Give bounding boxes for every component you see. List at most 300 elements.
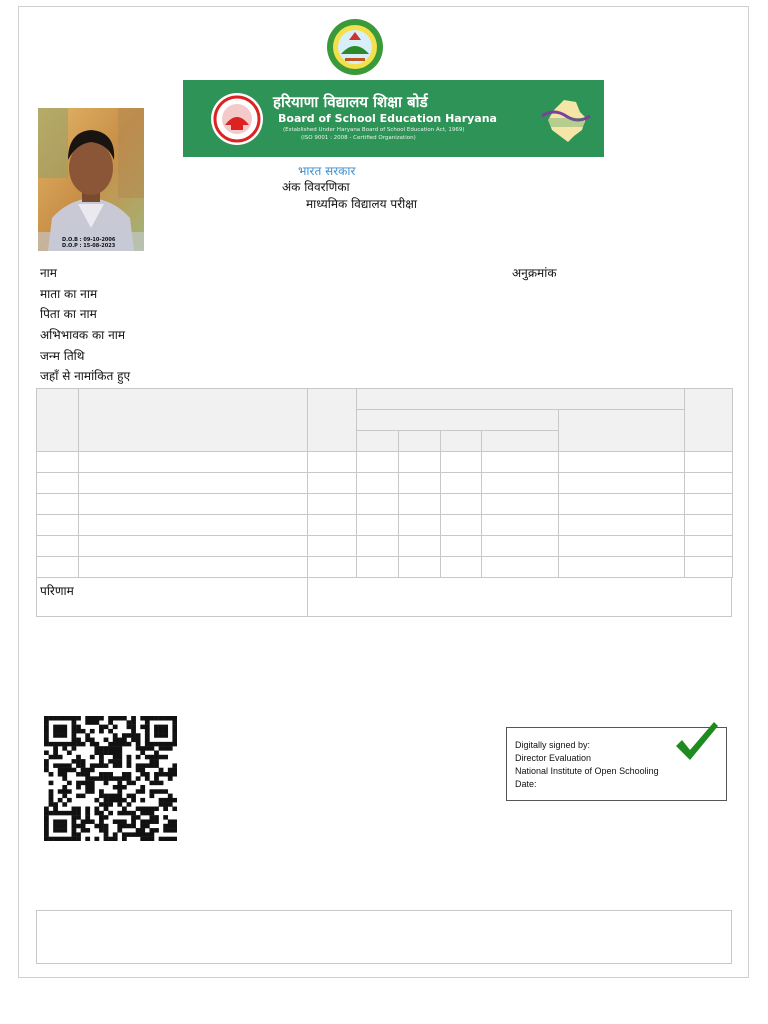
qr-module xyxy=(72,824,77,829)
qr-module xyxy=(117,738,122,743)
qr-module xyxy=(122,832,127,837)
qr-module xyxy=(85,837,90,841)
qr-module xyxy=(131,815,136,820)
qr-module xyxy=(94,750,99,755)
qr-module xyxy=(67,781,72,786)
qr-module xyxy=(172,828,177,833)
qr-module xyxy=(122,742,127,747)
qr-module xyxy=(140,750,145,755)
qr-module xyxy=(76,794,81,799)
qr-module xyxy=(117,781,122,786)
qr-module xyxy=(76,729,81,734)
qr-module xyxy=(131,794,136,799)
mother-name-label: माता का नाम xyxy=(40,287,98,301)
qr-module xyxy=(154,828,159,833)
qr-module xyxy=(76,811,81,816)
qr-module xyxy=(104,832,109,837)
board-iso-text: (ISO 9001 : 2008 - Certified Organization) xyxy=(301,135,416,141)
qr-module xyxy=(104,815,109,820)
qr-module xyxy=(168,802,173,807)
qr-module xyxy=(72,819,77,824)
qr-module xyxy=(76,815,81,820)
qr-module xyxy=(149,794,154,799)
qr-module xyxy=(122,811,127,816)
qr-module xyxy=(85,716,90,721)
qr-module xyxy=(90,729,95,734)
qr-module xyxy=(159,768,164,773)
qr-module xyxy=(62,802,67,807)
qr-module xyxy=(159,716,164,721)
qr-module xyxy=(81,794,86,799)
qr-module xyxy=(127,725,132,730)
exam-name: माध्यमिक विद्यालय परीक्षा xyxy=(306,197,417,211)
qr-module xyxy=(127,742,132,747)
qr-module xyxy=(67,798,72,803)
qr-module xyxy=(149,781,154,786)
table-header-cell xyxy=(357,389,685,410)
qr-module xyxy=(99,776,104,781)
qr-module xyxy=(44,824,49,829)
qr-module xyxy=(72,815,77,820)
signature-organization: National Institute of Open Schooling xyxy=(515,766,659,776)
table-row xyxy=(37,536,733,557)
result-divider xyxy=(307,578,308,616)
qr-module xyxy=(108,802,113,807)
qr-module xyxy=(62,819,67,824)
qr-module xyxy=(113,716,118,721)
qr-module xyxy=(58,763,63,768)
qr-module xyxy=(145,725,150,730)
signature-designation: Director Evaluation xyxy=(515,753,592,763)
qr-module xyxy=(122,798,127,803)
qr-module xyxy=(159,802,164,807)
qr-module xyxy=(104,772,109,777)
qr-module xyxy=(136,746,141,751)
qr-module xyxy=(108,746,113,751)
qr-module xyxy=(108,720,113,725)
qr-module xyxy=(53,819,58,824)
qr-module xyxy=(108,798,113,803)
qr-module xyxy=(76,716,81,721)
qr-module xyxy=(94,763,99,768)
qr-module xyxy=(85,768,90,773)
qr-module xyxy=(62,729,67,734)
marks-table xyxy=(36,388,733,578)
qr-module xyxy=(168,837,173,841)
qr-module xyxy=(72,768,77,773)
qr-module xyxy=(53,811,58,816)
qr-module xyxy=(159,789,164,794)
qr-module xyxy=(149,828,154,833)
qr-module xyxy=(117,759,122,764)
qr-module xyxy=(72,738,77,743)
qr-module xyxy=(113,742,118,747)
qr-module xyxy=(172,738,177,743)
qr-module xyxy=(76,755,81,760)
signature-signed-by: Digitally signed by: xyxy=(515,740,591,750)
qr-module xyxy=(145,811,150,816)
table-header-cell xyxy=(559,410,685,452)
qr-module xyxy=(117,763,122,768)
qr-module xyxy=(44,768,49,773)
qr-module xyxy=(108,729,113,734)
qr-module xyxy=(72,811,77,816)
qr-module xyxy=(76,763,81,768)
table-header-cell xyxy=(37,389,79,452)
qr-module xyxy=(81,828,86,833)
table-row xyxy=(37,473,733,494)
qr-module xyxy=(140,832,145,837)
qr-module xyxy=(172,768,177,773)
qr-module xyxy=(163,824,168,829)
qr-module xyxy=(131,733,136,738)
qr-module xyxy=(90,763,95,768)
qr-module xyxy=(140,716,145,721)
qr-module xyxy=(154,733,159,738)
qr-module xyxy=(117,819,122,824)
table-header-cell xyxy=(357,410,559,431)
table-header-cell xyxy=(79,389,308,452)
qr-module xyxy=(104,794,109,799)
qr-module xyxy=(172,798,177,803)
qr-module xyxy=(136,755,141,760)
qr-module xyxy=(154,716,159,721)
qr-module xyxy=(67,837,72,841)
qr-module xyxy=(53,763,58,768)
checkmark-icon xyxy=(674,720,720,764)
qr-module xyxy=(140,789,145,794)
qr-module xyxy=(140,819,145,824)
qr-module xyxy=(72,828,77,833)
qr-module xyxy=(90,755,95,760)
result-row xyxy=(36,577,732,617)
qr-module xyxy=(62,828,67,833)
qr-module xyxy=(72,725,77,730)
qr-module xyxy=(76,781,81,786)
qr-module xyxy=(58,798,63,803)
qr-module xyxy=(136,776,141,781)
qr-module xyxy=(145,729,150,734)
qr-module xyxy=(127,776,132,781)
qr-module xyxy=(53,824,58,829)
qr-module xyxy=(154,742,159,747)
qr-module xyxy=(127,802,132,807)
board-banner xyxy=(183,80,604,157)
guardian-name-label: अभिभावक का नाम xyxy=(40,328,126,342)
document-title: अंक विवरणिका xyxy=(282,180,350,194)
qr-module xyxy=(145,738,150,743)
qr-module xyxy=(108,750,113,755)
qr-module xyxy=(131,738,136,743)
qr-module xyxy=(127,811,132,816)
qr-module xyxy=(159,733,164,738)
qr-module xyxy=(168,772,173,777)
qr-module xyxy=(44,725,49,730)
qr-module xyxy=(67,768,72,773)
qr-module xyxy=(131,811,136,816)
qr-module xyxy=(58,828,63,833)
qr-module xyxy=(81,763,86,768)
qr-module xyxy=(104,828,109,833)
qr-module xyxy=(154,781,159,786)
qr-module xyxy=(104,802,109,807)
table-header-cell xyxy=(357,431,399,452)
table-row xyxy=(37,494,733,515)
qr-module xyxy=(136,807,141,812)
qr-module xyxy=(117,785,122,790)
digital-signature-box xyxy=(506,727,727,801)
qr-module xyxy=(131,716,136,721)
qr-module xyxy=(168,768,173,773)
qr-module xyxy=(154,750,159,755)
qr-module xyxy=(154,772,159,777)
qr-module xyxy=(62,725,67,730)
qr-module xyxy=(113,755,118,760)
qr-module xyxy=(99,789,104,794)
qr-module xyxy=(67,742,72,747)
qr-module xyxy=(172,720,177,725)
qr-module xyxy=(99,725,104,730)
table-row xyxy=(37,452,733,473)
qr-module xyxy=(140,798,145,803)
qr-module xyxy=(145,733,150,738)
qr-module xyxy=(44,807,49,812)
qr-module xyxy=(44,729,49,734)
qr-module xyxy=(58,768,63,773)
qr-module xyxy=(72,759,77,764)
qr-module xyxy=(44,759,49,764)
qr-module xyxy=(90,738,95,743)
qr-module xyxy=(149,759,154,764)
qr-module xyxy=(127,733,132,738)
qr-module xyxy=(154,807,159,812)
qr-module xyxy=(85,738,90,743)
qr-module xyxy=(90,785,95,790)
qr-module xyxy=(53,802,58,807)
table-header-cell xyxy=(308,389,357,452)
qr-module xyxy=(149,746,154,751)
qr-module xyxy=(58,811,63,816)
qr-module xyxy=(113,750,118,755)
board-name-hindi: हरियाणा विद्यालय शिक्षा बोर्ड xyxy=(273,93,428,111)
student-photo xyxy=(38,108,144,251)
qr-module xyxy=(99,772,104,777)
qr-module xyxy=(113,819,118,824)
qr-module xyxy=(127,759,132,764)
qr-module xyxy=(49,755,54,760)
qr-module xyxy=(117,802,122,807)
qr-module xyxy=(145,807,150,812)
qr-module xyxy=(117,746,122,751)
qr-module xyxy=(154,759,159,764)
qr-module xyxy=(163,725,168,730)
qr-module xyxy=(85,733,90,738)
qr-module xyxy=(58,733,63,738)
qr-module xyxy=(108,837,113,841)
qr-module xyxy=(117,789,122,794)
qr-module xyxy=(104,776,109,781)
qr-module xyxy=(62,824,67,829)
qr-module xyxy=(159,772,164,777)
qr-module xyxy=(113,785,118,790)
qr-module xyxy=(76,725,81,730)
qr-module xyxy=(172,729,177,734)
qr-module xyxy=(67,789,72,794)
qr-module xyxy=(154,819,159,824)
qr-module xyxy=(67,750,72,755)
qr-module xyxy=(122,716,127,721)
qr-module xyxy=(163,716,168,721)
qr-module xyxy=(90,768,95,773)
qr-module xyxy=(99,755,104,760)
qr-module xyxy=(72,807,77,812)
qr-module xyxy=(44,738,49,743)
qr-module xyxy=(113,725,118,730)
qr-module xyxy=(49,772,54,777)
qr-module xyxy=(113,776,118,781)
qr-module xyxy=(168,716,173,721)
qr-module xyxy=(53,725,58,730)
qr-module xyxy=(117,794,122,799)
qr-module xyxy=(62,776,67,781)
qr-module xyxy=(44,819,49,824)
qr-module xyxy=(127,832,132,837)
qr-module xyxy=(117,798,122,803)
qr-module xyxy=(113,738,118,743)
qr-module xyxy=(49,798,54,803)
qr-module xyxy=(168,828,173,833)
photo-dob: D.O.B : 09-10-2006 xyxy=(62,237,116,243)
qr-module xyxy=(58,772,63,777)
qr-module xyxy=(104,824,109,829)
qr-module xyxy=(149,763,154,768)
qr-module xyxy=(99,729,104,734)
qr-module xyxy=(58,729,63,734)
qr-module xyxy=(49,716,54,721)
qr-module xyxy=(53,716,58,721)
qr-module xyxy=(140,768,145,773)
qr-module xyxy=(104,837,109,841)
qr-module xyxy=(131,832,136,837)
qr-module xyxy=(113,733,118,738)
qr-module xyxy=(62,768,67,773)
qr-module xyxy=(154,815,159,820)
qr-module xyxy=(62,785,67,790)
qr-module xyxy=(99,759,104,764)
qr-module xyxy=(108,776,113,781)
qr-module xyxy=(76,772,81,777)
qr-module xyxy=(154,776,159,781)
qr-module xyxy=(122,819,127,824)
qr-module xyxy=(113,837,118,841)
qr-module xyxy=(94,837,99,841)
qr-module xyxy=(72,837,77,841)
qr-module xyxy=(85,807,90,812)
qr-module xyxy=(154,763,159,768)
board-emblem-icon xyxy=(210,92,264,146)
qr-module xyxy=(62,811,67,816)
qr-module xyxy=(113,832,118,837)
qr-module xyxy=(81,824,86,829)
qr-module xyxy=(145,819,150,824)
qr-module xyxy=(172,716,177,721)
qr-module xyxy=(90,781,95,786)
qr-module xyxy=(140,772,145,777)
qr-module xyxy=(127,772,132,777)
board-established-text: (Established Under Haryana Board of School Education Act, 1969) xyxy=(283,127,465,133)
qr-module xyxy=(140,763,145,768)
qr-module xyxy=(72,832,77,837)
qr-module xyxy=(85,828,90,833)
qr-module xyxy=(127,781,132,786)
qr-module xyxy=(90,720,95,725)
qr-module xyxy=(136,815,141,820)
qr-module xyxy=(136,828,141,833)
qr-module xyxy=(172,824,177,829)
qr-module xyxy=(172,772,177,777)
qr-module xyxy=(113,759,118,764)
qr-module xyxy=(44,763,49,768)
qr-module xyxy=(108,716,113,721)
qr-module xyxy=(67,811,72,816)
qr-module xyxy=(149,837,154,841)
qr-module xyxy=(85,720,90,725)
qr-module xyxy=(81,772,86,777)
qr-module xyxy=(113,794,118,799)
qr-module xyxy=(172,742,177,747)
qr-module xyxy=(58,725,63,730)
qr-module xyxy=(58,789,63,794)
qr-module xyxy=(122,837,127,841)
qr-module xyxy=(131,729,136,734)
qr-module xyxy=(145,720,150,725)
qr-module xyxy=(117,811,122,816)
table-header-cell xyxy=(441,431,482,452)
qr-module xyxy=(94,798,99,803)
qr-module xyxy=(122,733,127,738)
qr-module xyxy=(62,794,67,799)
qr-module xyxy=(113,763,118,768)
qr-module xyxy=(172,733,177,738)
dob-label: जन्म तिथि xyxy=(40,349,85,363)
qr-module xyxy=(145,716,150,721)
qr-module xyxy=(81,729,86,734)
qr-module xyxy=(67,716,72,721)
qr-module xyxy=(62,772,67,777)
qr-module xyxy=(163,828,168,833)
qr-module xyxy=(136,733,141,738)
qr-module xyxy=(131,824,136,829)
qr-module xyxy=(163,742,168,747)
table-header-cell xyxy=(685,389,733,452)
qr-module xyxy=(131,798,136,803)
qr-module xyxy=(90,819,95,824)
qr-module xyxy=(140,828,145,833)
qr-module xyxy=(117,750,122,755)
qr-module xyxy=(159,729,164,734)
qr-module xyxy=(62,716,67,721)
qr-module xyxy=(172,819,177,824)
qr-module xyxy=(145,832,150,837)
qr-module xyxy=(104,750,109,755)
qr-module xyxy=(108,794,113,799)
qr-module xyxy=(76,837,81,841)
qr-module xyxy=(136,768,141,773)
qr-module xyxy=(168,742,173,747)
qr-module xyxy=(127,824,132,829)
qr-module xyxy=(163,815,168,820)
qr-module xyxy=(108,759,113,764)
